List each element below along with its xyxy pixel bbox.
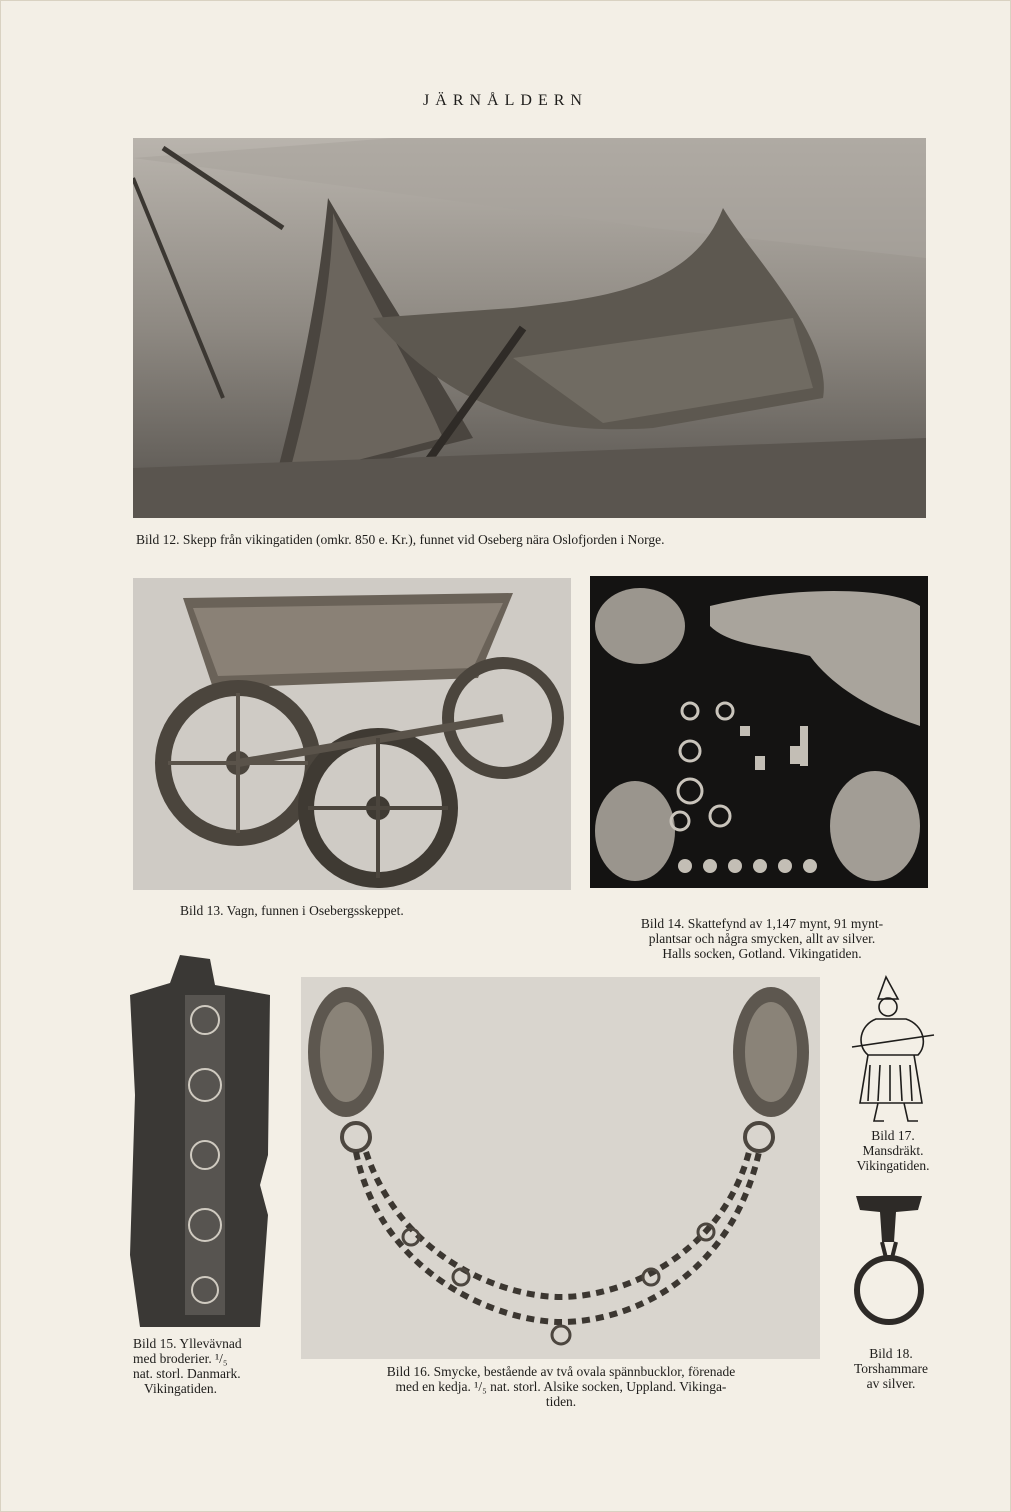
photo-thors-hammer xyxy=(848,1190,930,1338)
caption-line: tiden. xyxy=(545,1394,577,1409)
caption-bild-18 xyxy=(832,1346,950,1391)
caption-line: Vikingatiden. xyxy=(856,1158,930,1173)
caption-bild-15 xyxy=(133,1336,242,1396)
drawing-mens-costume xyxy=(848,975,940,1125)
caption-line: Bild 16. Smycke, bestående av två ovala spännbucklor, förenade xyxy=(386,1364,736,1379)
caption-line: Vikingatiden. xyxy=(144,1381,218,1396)
caption-bild-16 xyxy=(300,1364,822,1409)
necklace-illustration xyxy=(301,977,820,1359)
caption-line: Bild 15. Yllevävnad xyxy=(133,1336,242,1351)
caption-line: Bild 18. xyxy=(869,1346,913,1361)
wagon-illustration xyxy=(133,578,571,890)
man-figure-drawing xyxy=(848,975,940,1125)
coins-illustration xyxy=(590,576,928,888)
caption-line: Halls socken, Gotland. Vikingatiden. xyxy=(662,946,862,961)
caption-line: Bild 14. Skattefynd av 1,147 mynt, 91 mynt- xyxy=(640,916,884,931)
caption-line: med broderier. ¹/₅ xyxy=(133,1351,228,1366)
caption-bild-14 xyxy=(592,916,932,961)
caption-bild-13: Bild 13. Vagn, funnen i Osebergsskeppet. xyxy=(180,903,404,918)
photo-wagon xyxy=(133,578,571,890)
hammer-illustration xyxy=(848,1190,930,1338)
caption-line: av silver. xyxy=(866,1376,916,1391)
caption-bild-17 xyxy=(830,1128,956,1173)
photo-treasure-hoard xyxy=(590,576,928,888)
photo-brooch-necklace xyxy=(301,977,820,1359)
ship-illustration xyxy=(133,138,926,518)
caption-line: Mansdräkt. xyxy=(862,1143,924,1158)
textile-illustration xyxy=(130,955,270,1327)
caption-bild-12: Bild 12. Skepp från vikingatiden (omkr. 850 e. Kr.), funnet vid Oseberg nära Oslofjorden i Norge. xyxy=(136,532,665,547)
caption-line: Torshammare xyxy=(853,1361,929,1376)
caption-line: nat. storl. Danmark. xyxy=(133,1366,241,1381)
photo-woolen-textile xyxy=(130,955,270,1327)
page-header: JÄRNÅLDERN xyxy=(423,92,588,109)
caption-line: med en kedja. ¹/₅ nat. storl. Alsike socken, Uppland. Vikinga- xyxy=(395,1379,727,1394)
photo-oseberg-ship xyxy=(133,138,926,518)
caption-line: Bild 17. xyxy=(871,1128,915,1143)
caption-line: plantsar och några smycken, allt av silver. xyxy=(648,931,876,946)
